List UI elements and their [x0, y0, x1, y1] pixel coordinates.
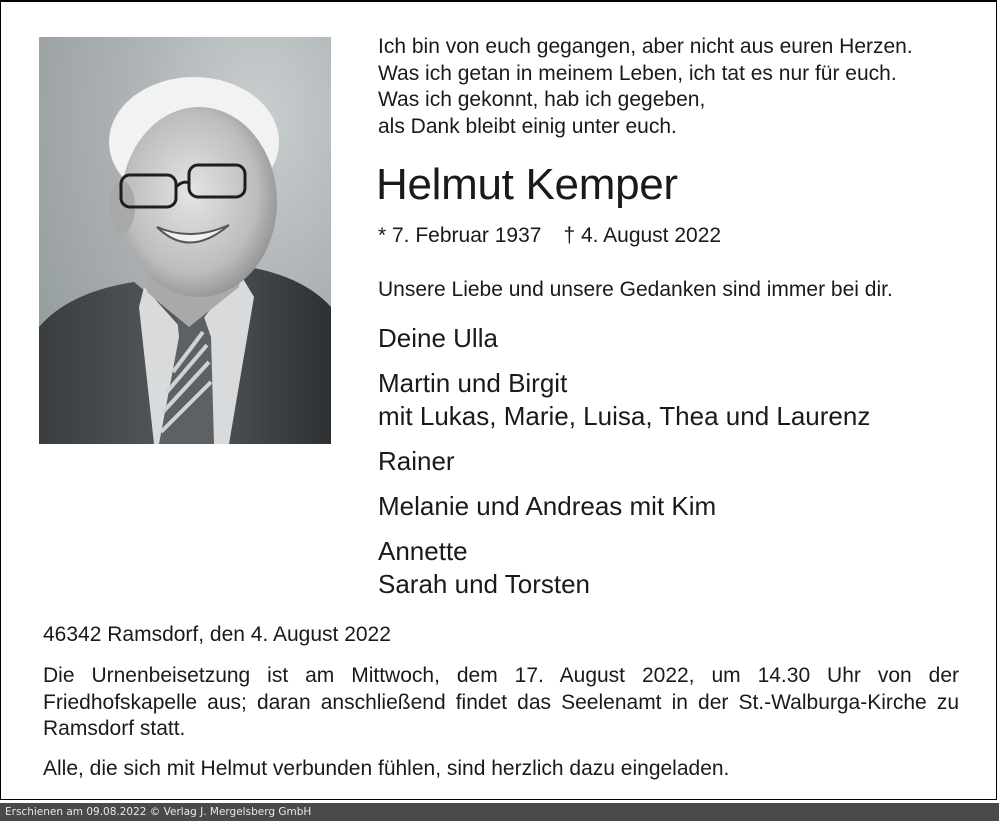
invitation-text: Alle, die sich mit Helmut verbunden fühlen, sind herzlich dazu eingeladen.	[43, 757, 730, 780]
place-date: 46342 Ramsdorf, den 4. August 2022	[43, 623, 391, 646]
publication-footer: Erschienen am 09.08.2022 © Verlag J. Mergelsberg GmbH	[0, 803, 999, 821]
mourners-list	[378, 322, 870, 613]
mourner-line: Sarah und Torsten	[378, 569, 590, 599]
mourner-line: Rainer	[378, 446, 455, 476]
memorial-poem	[378, 34, 913, 140]
mourner-line: Annette	[378, 536, 468, 566]
portrait-illustration	[39, 37, 331, 444]
love-line: Unsere Liebe und unsere Gedanken sind immer bei dir.	[378, 278, 893, 301]
mourner-line: mit Lukas, Marie, Luisa, Thea und Laurenz	[378, 401, 871, 431]
poem-line: Ich bin von euch gegangen, aber nicht aus euren Herzen.	[378, 35, 913, 58]
death-date: † 4. August 2022	[563, 224, 722, 247]
mourner-group	[378, 445, 870, 478]
poem-line: Was ich gekonnt, hab ich gegeben,	[378, 88, 706, 111]
life-dates	[378, 223, 721, 249]
deceased-name: Helmut Kemper	[376, 160, 678, 209]
portrait-photo	[39, 37, 331, 444]
mourner-group	[378, 367, 870, 433]
mourner-group	[378, 322, 870, 355]
birth-date: * 7. Februar 1937	[378, 224, 542, 247]
mourner-line: Melanie und Andreas mit Kim	[378, 491, 717, 521]
burial-text: Die Urnenbeisetzung ist am Mittwoch, dem 17. August 2022, um 14.30 Uhr von der Friedhofskapelle aus; daran anschließend findet das Seelenamt in der St.-Walburga-Kirche zu Ramsdorf statt.	[43, 664, 959, 740]
mourner-line: Deine Ulla	[378, 323, 498, 353]
mourner-group	[378, 490, 870, 523]
mourner-line: Martin und Birgit	[378, 368, 568, 398]
mourner-group	[378, 535, 870, 601]
poem-line: Was ich getan in meinem Leben, ich tat es nur für euch.	[378, 61, 897, 85]
poem-line: als Dank bleibt einig unter euch.	[378, 114, 677, 138]
